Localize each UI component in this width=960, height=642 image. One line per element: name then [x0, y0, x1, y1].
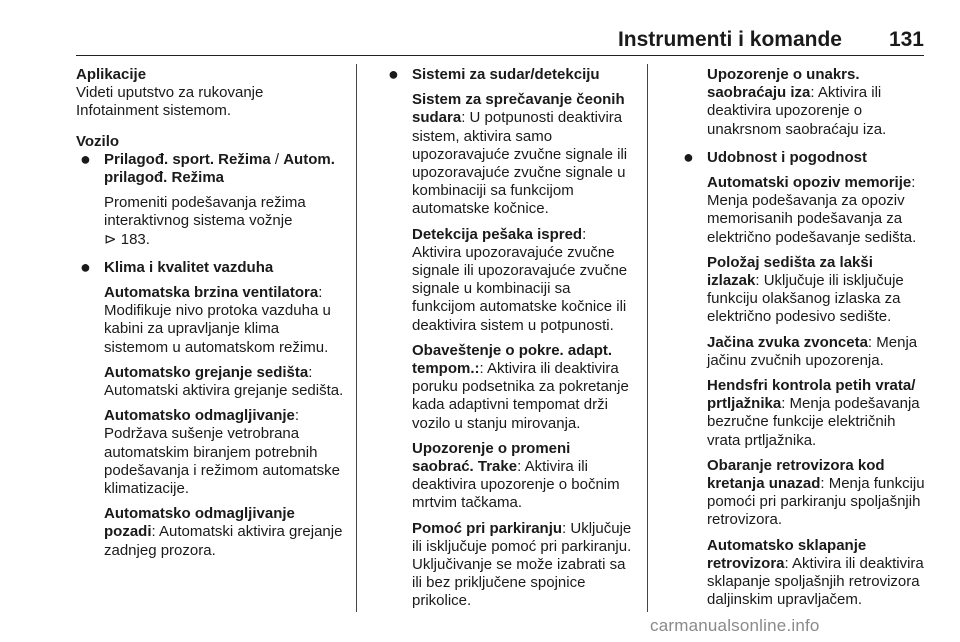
- item-desc: Menja podešavanja za opoziv memorisanih podešavanja za električno podešavanje sedišta.: [707, 192, 917, 246]
- item-title: Pomoć pri parkiranju: [412, 519, 563, 537]
- item-title: Detekcija pešaka ispred: [412, 225, 583, 243]
- item-title: Automatsko odmagljivanje: [104, 407, 295, 425]
- item-desc: Menja funkciju pomoći pri parkiranju spoljašnjih retrovizora.: [707, 475, 925, 529]
- item-title: Obaranje retrovizora kod kretanja unazad: [707, 456, 885, 493]
- item-desc: Podržava sušenje vetrobrana automatskim biranjem potrebnih podešavanja i režimom automatske klimatizacije.: [104, 425, 340, 498]
- column-divider-2: [647, 64, 648, 612]
- column-3: [679, 66, 929, 609]
- item-title: Automatska brzina ventilatora: [104, 284, 319, 302]
- item-title: Sistem za sprečavanje čeonih sudara: [412, 91, 625, 127]
- bullet-drive-mode: [76, 148, 346, 249]
- page-ref-arrow-icon: ⊳: [104, 230, 117, 248]
- item-desc: U potpunosti deaktivira sistem, aktivira samo upozoravajuće zvučne signale ili upozoravajuće zvučne signale u kombinaciji sa funkcijom automatske kočnice.: [412, 109, 628, 218]
- item-title: Upozorenje o promeni saobrać. Trake: [412, 439, 571, 476]
- page-number: 131: [888, 28, 924, 51]
- item-title: Obaveštenje o pokre. adapt. tempom.:: [412, 341, 613, 378]
- item-desc: Aktivira upozoravajuće zvučne signale ili upozoravajuće zvučne signale u kombinaciji sa funkcijom automatske kočnice ili deaktivira sistem u potpunosti.: [412, 243, 628, 334]
- bullet-collision: ● Sistemi za sudar/detekciju Sistem za sprečavanje čeonih sudara: U potpunosti deaktivira sistem, aktivira samo upozoravajuće zvučne signale ili upozoravajuće zvučne signale u kombinaciji sa funkcijom automatske kočnice. Detekcija pešaka ispred: Aktivira upozoravajuće zvučne signale ili upozoravajuće zvučne signale u kombinaciji sa funkcijom automatske kočnice ili deaktivira sistem u potpunosti. Obaveštenje o pokre. adapt. tempom.:: Aktivira ili deaktivira poruku podsetnika za pokretanje kada adaptivni tempomat drži vozilo u stanju mirovanja. Upozorenje o promeni saobrać. Trake: Aktivira ili deaktivira upozorenje o bočnim mrtvim tačkama. Pomoć pri parkiranju: Uključuje ili isključuje pomoć pri parkiranju. Uključivanje se može izabrati sa ili bez priključene spojnice prikolice.: [388, 64, 632, 610]
- item-desc: Aktivira ili deaktivira poruku podsetnika za pokretanje kada adaptivni tempomat drži vozilo u stanju mirovanja.: [412, 360, 629, 432]
- item-desc: Uključuje ili isključuje pomoć pri parkiranju. Uključivanje se može izabrati sa ili bez priključene spojnice prikolice.: [412, 519, 632, 610]
- page-header: [0, 0, 960, 58]
- continued-item: Upozorenje o unakrs. saobraćaju iza: Aktivira ili deaktivira upozorenje o unakrsnom saobraćaju iza.: [707, 66, 887, 138]
- page-title: Instrumenti i komande: [617, 28, 842, 51]
- bullet-dot-icon: ●: [683, 146, 694, 167]
- bullet-title-b: Autom. prilagođ. Režima: [104, 150, 335, 187]
- bullet-title: Sistemi za sudar/detekciju: [412, 66, 600, 83]
- column-2: [384, 66, 634, 611]
- item-title: Položaj sedišta za lakši izlazak: [707, 253, 873, 290]
- item-desc: Aktivira ili deaktivira upozorenje o unakrsnom saobraćaju iza.: [707, 84, 887, 138]
- watermark: carmanualsonline.info: [650, 616, 820, 635]
- section-vozilo: [76, 133, 346, 560]
- item-desc: Uključuje ili isključuje funkciju olakšanog izlaska za električno podesivo sedište.: [707, 272, 904, 326]
- bullet-climate: ● Klima i kvalitet vazduha Automatska brzina ventilatora: Modifikuje nivo protoka vazduha u kabini za upravljanje klima sistemom u automatskom režimu. Automatsko grejanje sedišta: Automatski aktivira grejanje sedišta. Automatsko odmagljivanje: Podržava sušenje vetrobrana automatskim biranjem potrebnih podešavanja i režimom automatske klimatizacije. Automatsko odmagljivanje pozadi: Automatski aktivira grejanje zadnjeg prozora.: [80, 256, 344, 559]
- item-desc: Menja jačinu zvučnih upozorenja.: [707, 333, 918, 369]
- bullet-text: Promeniti podešavanja režima interaktivnog sistema vožnje: [104, 194, 306, 230]
- item-desc: Automatski aktivira grejanje sedišta.: [104, 382, 344, 400]
- bullet-dot-icon: ●: [388, 64, 399, 84]
- item-title: Automatsko sklapanje retrovizora: [707, 536, 867, 572]
- item-title: Upozorenje o unakrs. saobraćaju iza: [707, 66, 860, 102]
- item-desc: Automatski aktivira grejanje zadnjeg prozora.: [104, 523, 343, 559]
- bullet-dot-icon: ●: [80, 256, 91, 277]
- item-title: Automatski opoziv memorije: [707, 174, 912, 192]
- item-desc: Aktivira ili deaktivira sklapanje spoljašnjih retrovizora daljinskim upravljačem.: [707, 554, 924, 609]
- item-desc: Menja podešavanja bezručne funkcije električnih vrata prtljažnika.: [707, 395, 920, 449]
- section-aplikacije: [76, 66, 346, 121]
- column-divider-1: [356, 64, 357, 612]
- bullet-title-a: Prilagođ. sport. Režima: [104, 150, 271, 168]
- item-title: Hendsfri kontrola petih vrata/ prtljažnika: [707, 377, 916, 413]
- item-title: Jačina zvuka zvonceta: [707, 333, 868, 351]
- bullet-title: Udobnost i pogodnost: [707, 148, 867, 166]
- item-desc: Modifikuje nivo protoka vazduha u kabini za upravljanje klima sistemom u automatskom režimu.: [104, 302, 331, 356]
- header-rule: [76, 55, 924, 56]
- item-title: Automatsko odmagljivanje pozadi: [104, 505, 295, 541]
- item-title: Automatsko grejanje sedišta: [104, 363, 309, 381]
- section-title-aplikacije: Aplikacije: [76, 66, 147, 83]
- bullet-title-separator: /: [270, 150, 284, 168]
- bullet-comfort: ● Udobnost i pogodnost Automatski opoziv memorije: Menja podešavanja za opoziv memorisanih podešavanja za električno podešavanje sedišta. Položaj sedišta za lakši izlazak: Uključuje ili isključuje funkciju olakšanog izlaska za električno podesivo sedište. Jačina zvuka zvonceta: Menja jačinu zvučnih upozorenja. Hendsfri kontrola petih vrata/ prtljažnika: Menja podešavanja bezručne funkcije električnih vrata prtljažnika. Obaranje retrovizora kod kretanja unazad: Menja funkciju pomoći pri parkiranju spoljašnjih retrovizora. Automatsko sklapanje retrovizora: Aktivira ili deaktivira sklapanje spoljašnjih retrovizora daljinskim upravljačem.: [683, 146, 925, 609]
- bullet-dot-icon: ●: [80, 148, 91, 169]
- item-desc: Aktivira ili deaktivira upozorenje o bočnim mrtvim tačkama.: [412, 458, 620, 512]
- bullet-title: Klima i kvalitet vazduha: [104, 258, 274, 276]
- section-title-vozilo: Vozilo: [76, 132, 120, 150]
- page-ref[interactable]: 183.: [120, 230, 150, 248]
- column-1: [76, 66, 346, 560]
- section-text-aplikacije: Videti uputstvo za rukovanje Infotainment sistemom.: [76, 84, 264, 120]
